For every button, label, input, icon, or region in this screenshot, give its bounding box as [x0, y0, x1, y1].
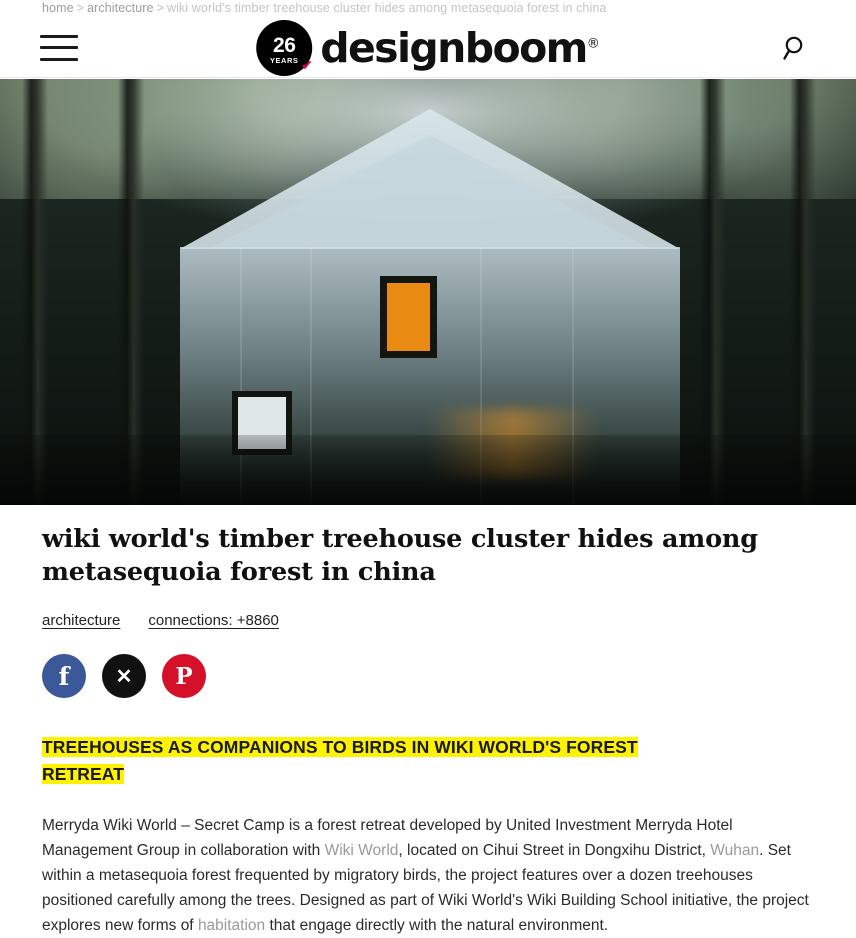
section-subheading	[42, 734, 814, 787]
paragraph-text-1: Merryda Wiki World – Secret Camp is a forest retreat developed by United Investment Merryda Hotel Management Group in collaboration with	[42, 816, 733, 859]
connections-link[interactable]: connections: +8860	[148, 612, 279, 630]
subheading-line-1: TREEHOUSES AS COMPANIONS TO BIRDS IN WIKI WORLD'S FOREST	[42, 737, 638, 758]
badge-number: 26	[273, 33, 296, 57]
paragraph-text-4: that engage directly with the natural environment.	[265, 917, 609, 935]
roof-inner-shape	[208, 135, 652, 249]
wiki-world-link[interactable]: Wiki World	[324, 841, 399, 859]
site-logo[interactable]	[256, 18, 600, 78]
article-meta	[42, 612, 814, 629]
search-icon[interactable]	[782, 34, 810, 62]
hamburger-bar	[40, 58, 78, 61]
lit-window	[380, 276, 437, 358]
hamburger-bar	[40, 35, 78, 38]
wordmark-text: designboom	[320, 23, 587, 72]
forest-floor	[0, 435, 856, 505]
paragraph-text-2: , located on Cihui Street in Dongxihu District,	[398, 841, 711, 859]
hamburger-icon[interactable]	[40, 35, 78, 61]
breadcrumb	[0, 0, 856, 18]
site-header	[0, 18, 856, 78]
hero-image	[0, 79, 856, 505]
badge-label: YEARS	[270, 55, 299, 65]
page-title: wiki world's timber treehouse cluster hides among metasequoia forest in china	[42, 524, 758, 587]
breadcrumb-current: wiki world's timber treehouse cluster hides among metasequoia forest in china	[167, 1, 607, 15]
pinterest-share-icon[interactable]: P	[162, 654, 206, 698]
registered-mark: ®	[586, 35, 600, 51]
article-paragraph	[42, 813, 814, 938]
wordmark	[320, 24, 600, 72]
category-link[interactable]: architecture	[42, 612, 121, 630]
habitation-link[interactable]: habitation	[197, 917, 266, 935]
breadcrumb-separator: >	[156, 1, 164, 15]
share-buttons	[42, 654, 814, 698]
anniversary-badge	[256, 20, 312, 76]
breadcrumb-item-home[interactable]: home	[42, 1, 74, 15]
article-body	[0, 505, 856, 938]
wuhan-link[interactable]: Wuhan	[710, 841, 760, 859]
facebook-share-icon[interactable]: f	[42, 654, 86, 698]
check-icon: ✔	[301, 56, 313, 73]
subheading-line-2: RETREAT	[42, 763, 125, 784]
paragraph-text-3: . Set within a metasequoia forest frequented by migratory birds, the project features over a dozen treehouses positioned carefully among the trees. Designed as part of Wiki World's Wiki Building School initiative, the project explores new forms of	[42, 841, 809, 935]
twitter-x-share-icon[interactable]: ✕	[102, 654, 146, 698]
breadcrumb-item-architecture[interactable]: architecture	[87, 1, 154, 15]
hamburger-bar	[40, 46, 78, 49]
breadcrumb-separator: >	[76, 1, 85, 15]
